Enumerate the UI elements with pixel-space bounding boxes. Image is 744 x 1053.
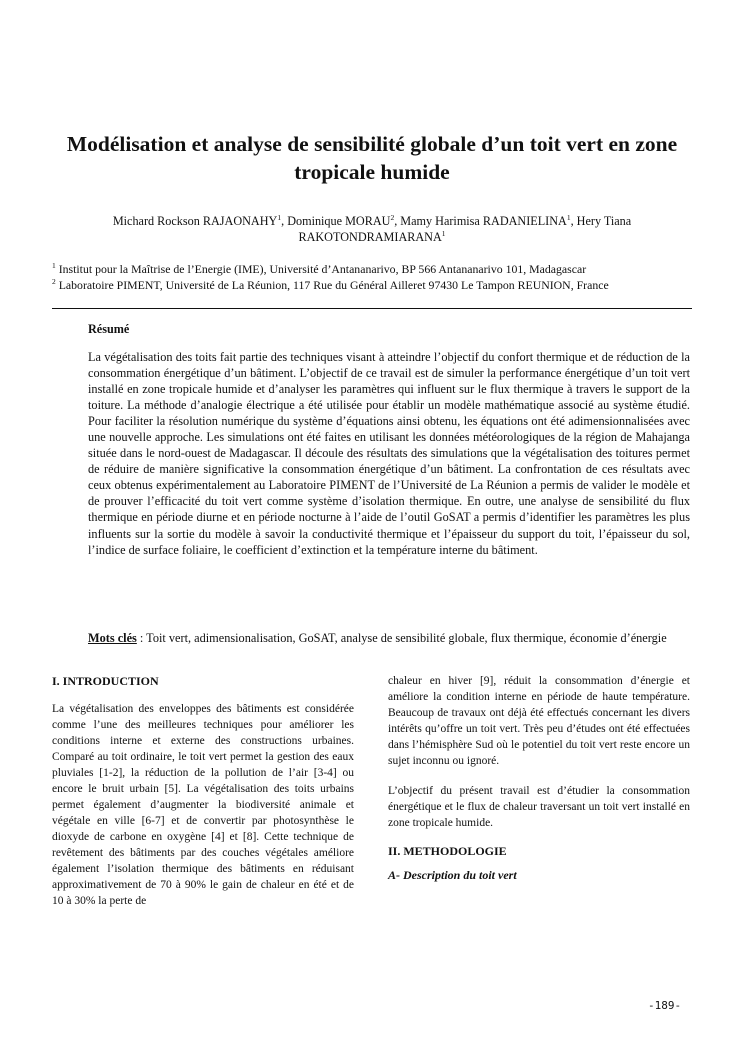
- affiliation-text: Laboratoire PIMENT, Université de La Réunion, 117 Rue du Général Ailleret 97430 Le Tampon REUNION, France: [58, 278, 609, 292]
- author-affiliation-mark: 1: [277, 212, 282, 222]
- author-list: Michard Rockson RAJAONAHY$^1$, Dominique MORAU$^2$, Mamy Harimisa RADANIELINA$^1$, Hery Tiana RAKOTONDRAMIARANA$^1$: [112, 212, 632, 244]
- author-affiliation-mark: 1: [441, 228, 446, 238]
- subsection-heading: A- Description du toit vert: [388, 868, 517, 882]
- affiliation-line: [52, 277, 702, 293]
- affiliation-line: [52, 261, 702, 277]
- keywords-label: Mots clés: [88, 631, 137, 645]
- author-name: Hery Tiana RAKOTONDRAMIARANA: [298, 214, 632, 244]
- left-column: [52, 673, 354, 909]
- section-heading-methodologie: II. METHODOLOGIE: [388, 844, 507, 858]
- affiliation-number: 1: [52, 261, 56, 271]
- header-divider: [52, 308, 692, 309]
- introduction-paragraph-continued: chaleur en hiver [9], réduit la consommation d’énergie et améliore la condition interne en période de haute température. Beaucoup de travaux ont déjà été effectués concernant les divers intérêts qu’offre un toit vert. Très peu d’études ont été effectuées dans l’hémisphère Sud où le potentiel du toit vert reste encore un sujet inconnu ou ignoré.: [388, 675, 690, 767]
- page-number: -189-: [648, 999, 682, 1012]
- abstract-heading: Résumé: [88, 322, 130, 336]
- author-affiliation-mark: 2: [390, 212, 395, 222]
- objective-paragraph: L’objectif du présent travail est d’étudier la consommation énergétique et le flux de chaleur traversant un toit vert installé en zone tropicale humide.: [388, 785, 690, 829]
- keywords-text: : Toit vert, adimensionalisation, GoSAT, analyse de sensibilité globale, flux thermique, économie d’énergie: [136, 631, 667, 645]
- author-name: Mamy Harimisa RADANIELINA: [400, 214, 567, 228]
- author-name: Dominique MORAU: [287, 214, 391, 228]
- paper-title: Modélisation et analyse de sensibilité globale d’un toit vert en zone tropicale humide: [66, 132, 678, 184]
- affiliation-list: [52, 261, 702, 293]
- author-affiliation-mark: 1: [566, 212, 571, 222]
- section-heading-introduction: I. INTRODUCTION: [52, 674, 159, 688]
- right-column: [388, 673, 690, 883]
- author-name: Michard Rockson RAJAONAHY: [112, 214, 278, 228]
- affiliation-text: Institut pour la Maîtrise de l’Energie (IME), Université d’Antananarivo, BP 566 Antananarivo 101, Madagascar: [58, 262, 587, 276]
- abstract-text: La végétalisation des toits fait partie des techniques visant à atteindre l’objectif du confort thermique et de réduction de la consommation énergétique d’un bâtiment. L’objectif de ce travail est de simuler la performance énergétique d’un toit vert installé en zone tropicale humide et d’analyser les paramètres qui influent sur le flux thermique à travers le support de la toiture. La méthode d’analogie électrique a été utilisée pour établir un modèle mathématique associé au système étudié. Pour faciliter la résolution numérique du système d’équations ainsi obtenu, les équations ont été adimensionnalisées avec une nouvelle approche. Les simulations ont été faites en utilisant les données météorologiques de la région de Mahajanga située dans le nord-ouest de Madagascar. Il découle des résultats des simulations que la végétalisation des toitures permet de réduire de manière significative la consommation énergétique d’un bâtiment. La confrontation de ces résultats avec ceux obtenus expérimentalement au Laboratoire PIMENT de l’Université de La Réunion a permis de valider le modèle et de prouver l’efficacité du toit vert comme système d’isolation thermique. En outre, une analyse de sensibilité du flux thermique en période diurne et en période nocturne à l’aide de l’outil GoSAT a permis d’identifier les paramètres les plus influents sur la sortie du modèle à savoir la conductivité thermique et l’épaisseur du support du toit, l’épaisseur du sol, l’indice de surface foliaire, le coefficient d’extinction et la température interne du bâtiment.: [88, 350, 690, 557]
- introduction-paragraph: La végétalisation des enveloppes des bâtiments est considérée comme l’une des meilleures techniques pour améliorer les conditions interne et externe des constructions urbaines. Comparé au toit ordinaire, le toit vert permet la gestion des eaux pluviales [1-2], la réduction de la pollution de l’air [3-4] ou encore le bruit urbain [5]. La végétalisation des toits urbains permet également d’augmenter la biodiversité animale et végétale en ville [6-7] et de convertir par photosynthèse le dioxyde de carbone en oxygène [4] et [8]. Cette technique de revêtement des bâtiments par des couches végétales améliore également l’isolation thermique des bâtiments en réduisant approximativement de 70 à 90% le gain de chaleur en été et de 10 à 30% la perte de: [52, 703, 354, 907]
- affiliation-number: 2: [52, 277, 56, 287]
- keywords: [88, 630, 690, 646]
